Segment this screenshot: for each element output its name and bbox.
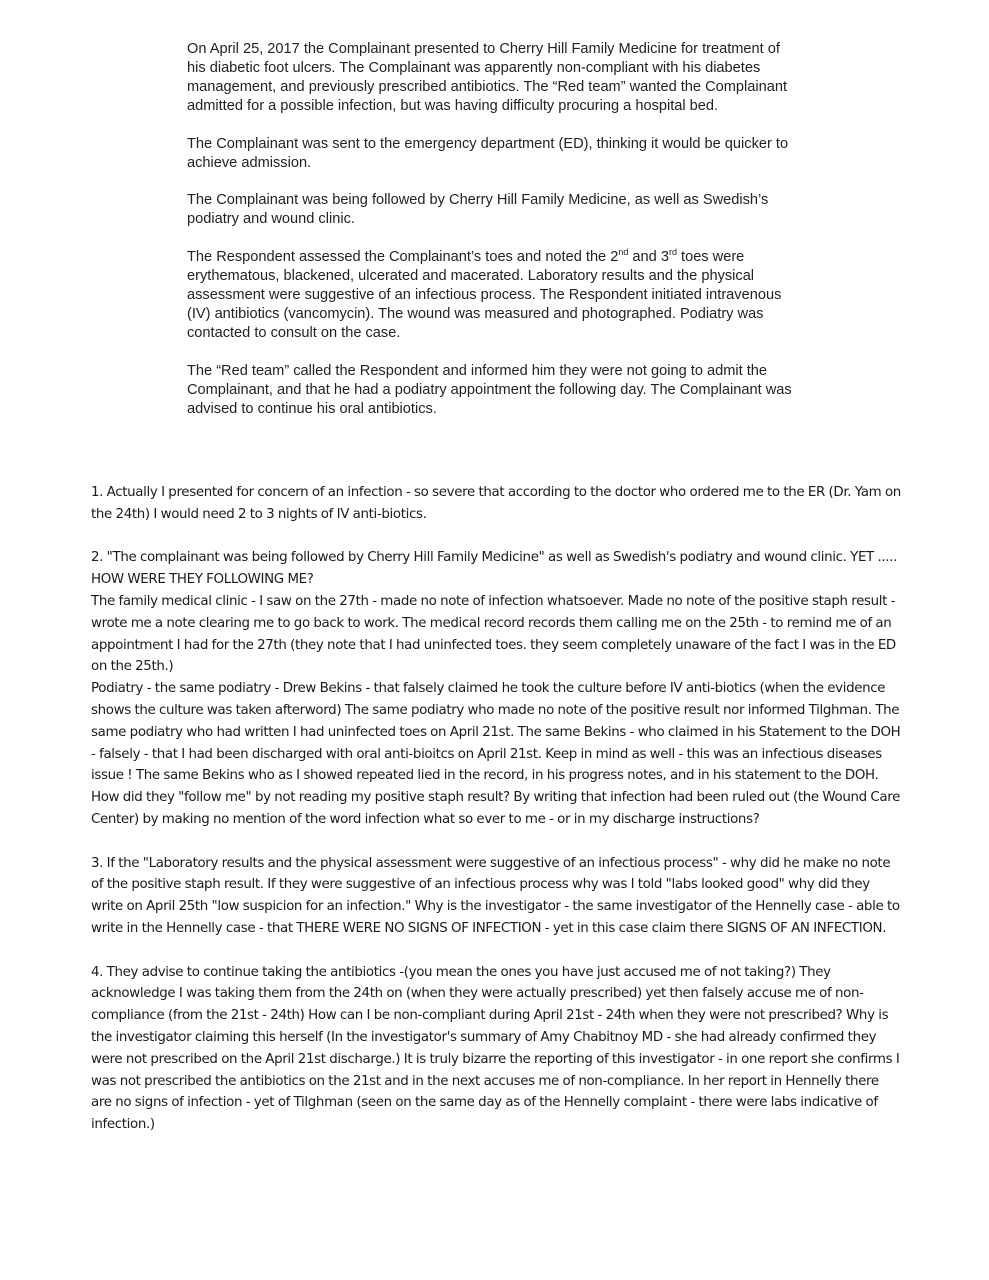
quoted-paragraph-5: The “Red team” called the Respondent and informed him they were not going to admit the Complainant, and that he had a podiatry appointment the following day. The Complainant was advised to continue his oral antibiotics. [187,362,792,417]
response-item-4: 4. They advise to continue taking the antibiotics -(you mean the ones you have just accused me of not taking?) They acknowledge I was taking them from the 24th on (when they were actually prescribed) yet then falsely accuse me of non-compliance (from the 21st - 24th) How can I be non-compliant during April 21st - 24th when they were not prescribed? Why is the investigator claiming this herself (In the investigator's summary of Amy Chabitnoy MD - she had already confirmed they were not prescribed on the April 21st discharge.) It is truly bizarre the reporting of this investigator - in one report she confirms I was not prescribed the antibiotics on the 21st and in the next accuses me of non-compliance. In her report in Hennelly there are no signs of infection - yet of Tilghman (seen on the same day as of the Hennelly complaint - there were labs indicative of infection.) [91,964,900,1133]
quoted-paragraph-2: The Complainant was sent to the emergency department (ED), thinking it would be quicker to achieve admission. [187,135,789,171]
quoted-paragraph-4-part-a: The Respondent assessed the Complainant’s toes and noted the 2 [187,249,619,266]
response-item-3: 3. If the "Laboratory results and the physical assessment were suggestive of an infectious process" - why did he make no note of the positive staph result. If they were suggestive of an infectious process why was I told "labs looked good" why did they write on April 25th "low suspicion for an infection." Why is the investigator - the same investigator of the Hennelly case - able to write in the Hennelly case - that THERE WERE NO SIGNS OF INFECTION - yet in this case claim there SIGNS OF AN INFECTION. [91,855,900,936]
quoted-paragraph-3: The Complainant was being followed by Cherry Hill Family Medicine, as well as Swedish’s podiatry and wound clinic. [187,192,769,228]
superscript-rd: rd [668,247,677,258]
response-item-2-podiatry: Podiatry - the same podiatry - Drew Bekins - that falsely claimed he took the culture before IV anti-biotics (when the evidence shows the culture was taken afterword) The same podiatry who made no note of the positive result nor informed Tilghman. The same podiatry who had written I had uninfected toes on April 21st. The same Bekins - who claimed in his Statement to the DOH - falsely - that I had been discharged with oral anti-bioitcs on April 21st. Keep in mind as well - this was an infectious diseases issue ! The same Bekins who as I showed repeated lied in the record, in his progress notes, and in his statement to the DOH. How did they "follow me" by not reading my positive staph result? By writing that infection had been ruled out (the Wound Care Center) by making no mention of the word infection what so ever to me - or in my discharge instructions? [91,681,901,827]
response-item-1: 1. Actually I presented for concern of an infection - so severe that according to the doctor who ordered me to the ER (Dr. Yam on the 24th) I would need 2 to 3 nights of IV anti-biotics. [91,485,901,522]
complainant-response [91,482,901,1158]
quoted-paragraph-4-part-b: and 3 [628,249,669,266]
quoted-paragraph-4-part-c: toes were erythematous, blackened, ulcerated and macerated. Laboratory results and the physical assessment were suggestive of an infectious process. The Respondent initiated intravenous (IV) antibiotics (vancomycin). The wound was measured and photographed. Podiatry was contacted to consult on the case. [187,249,782,341]
quoted-investigation-excerpt [187,40,797,438]
quoted-paragraph-4 [187,248,797,343]
response-item-2-family-clinic: The family medical clinic - I saw on the 27th - made no note of infection whatsoever. Made no note of the positive staph result - wrote me a note clearing me to go back to work. The medical record records them calling me on the 25th - to remind me of an appointment I had for the 27th (they note that I had uninfected toes. they seem completely unaware of the fact I was in the ED on the 25th.) [91,593,896,675]
response-item-2-intro: 2. "The complainant was being followed by Cherry Hill Family Medicine" as well as Swedish's podiatry and wound clinic. YET ..... HOW WERE THEY FOLLOWING ME? [91,550,898,588]
response-item-2 [91,547,901,830]
quoted-paragraph-1: On April 25, 2017 the Complainant presented to Cherry Hill Family Medicine for treatment of his diabetic foot ulcers. The Complainant was apparently non-compliant with his diabetes management, and previously prescribed antibiotics. The “Red team” wanted the Complainant admitted for a possible infection, but was having difficulty procuring a hospital bed. [187,41,788,114]
superscript-nd: nd [618,247,629,258]
